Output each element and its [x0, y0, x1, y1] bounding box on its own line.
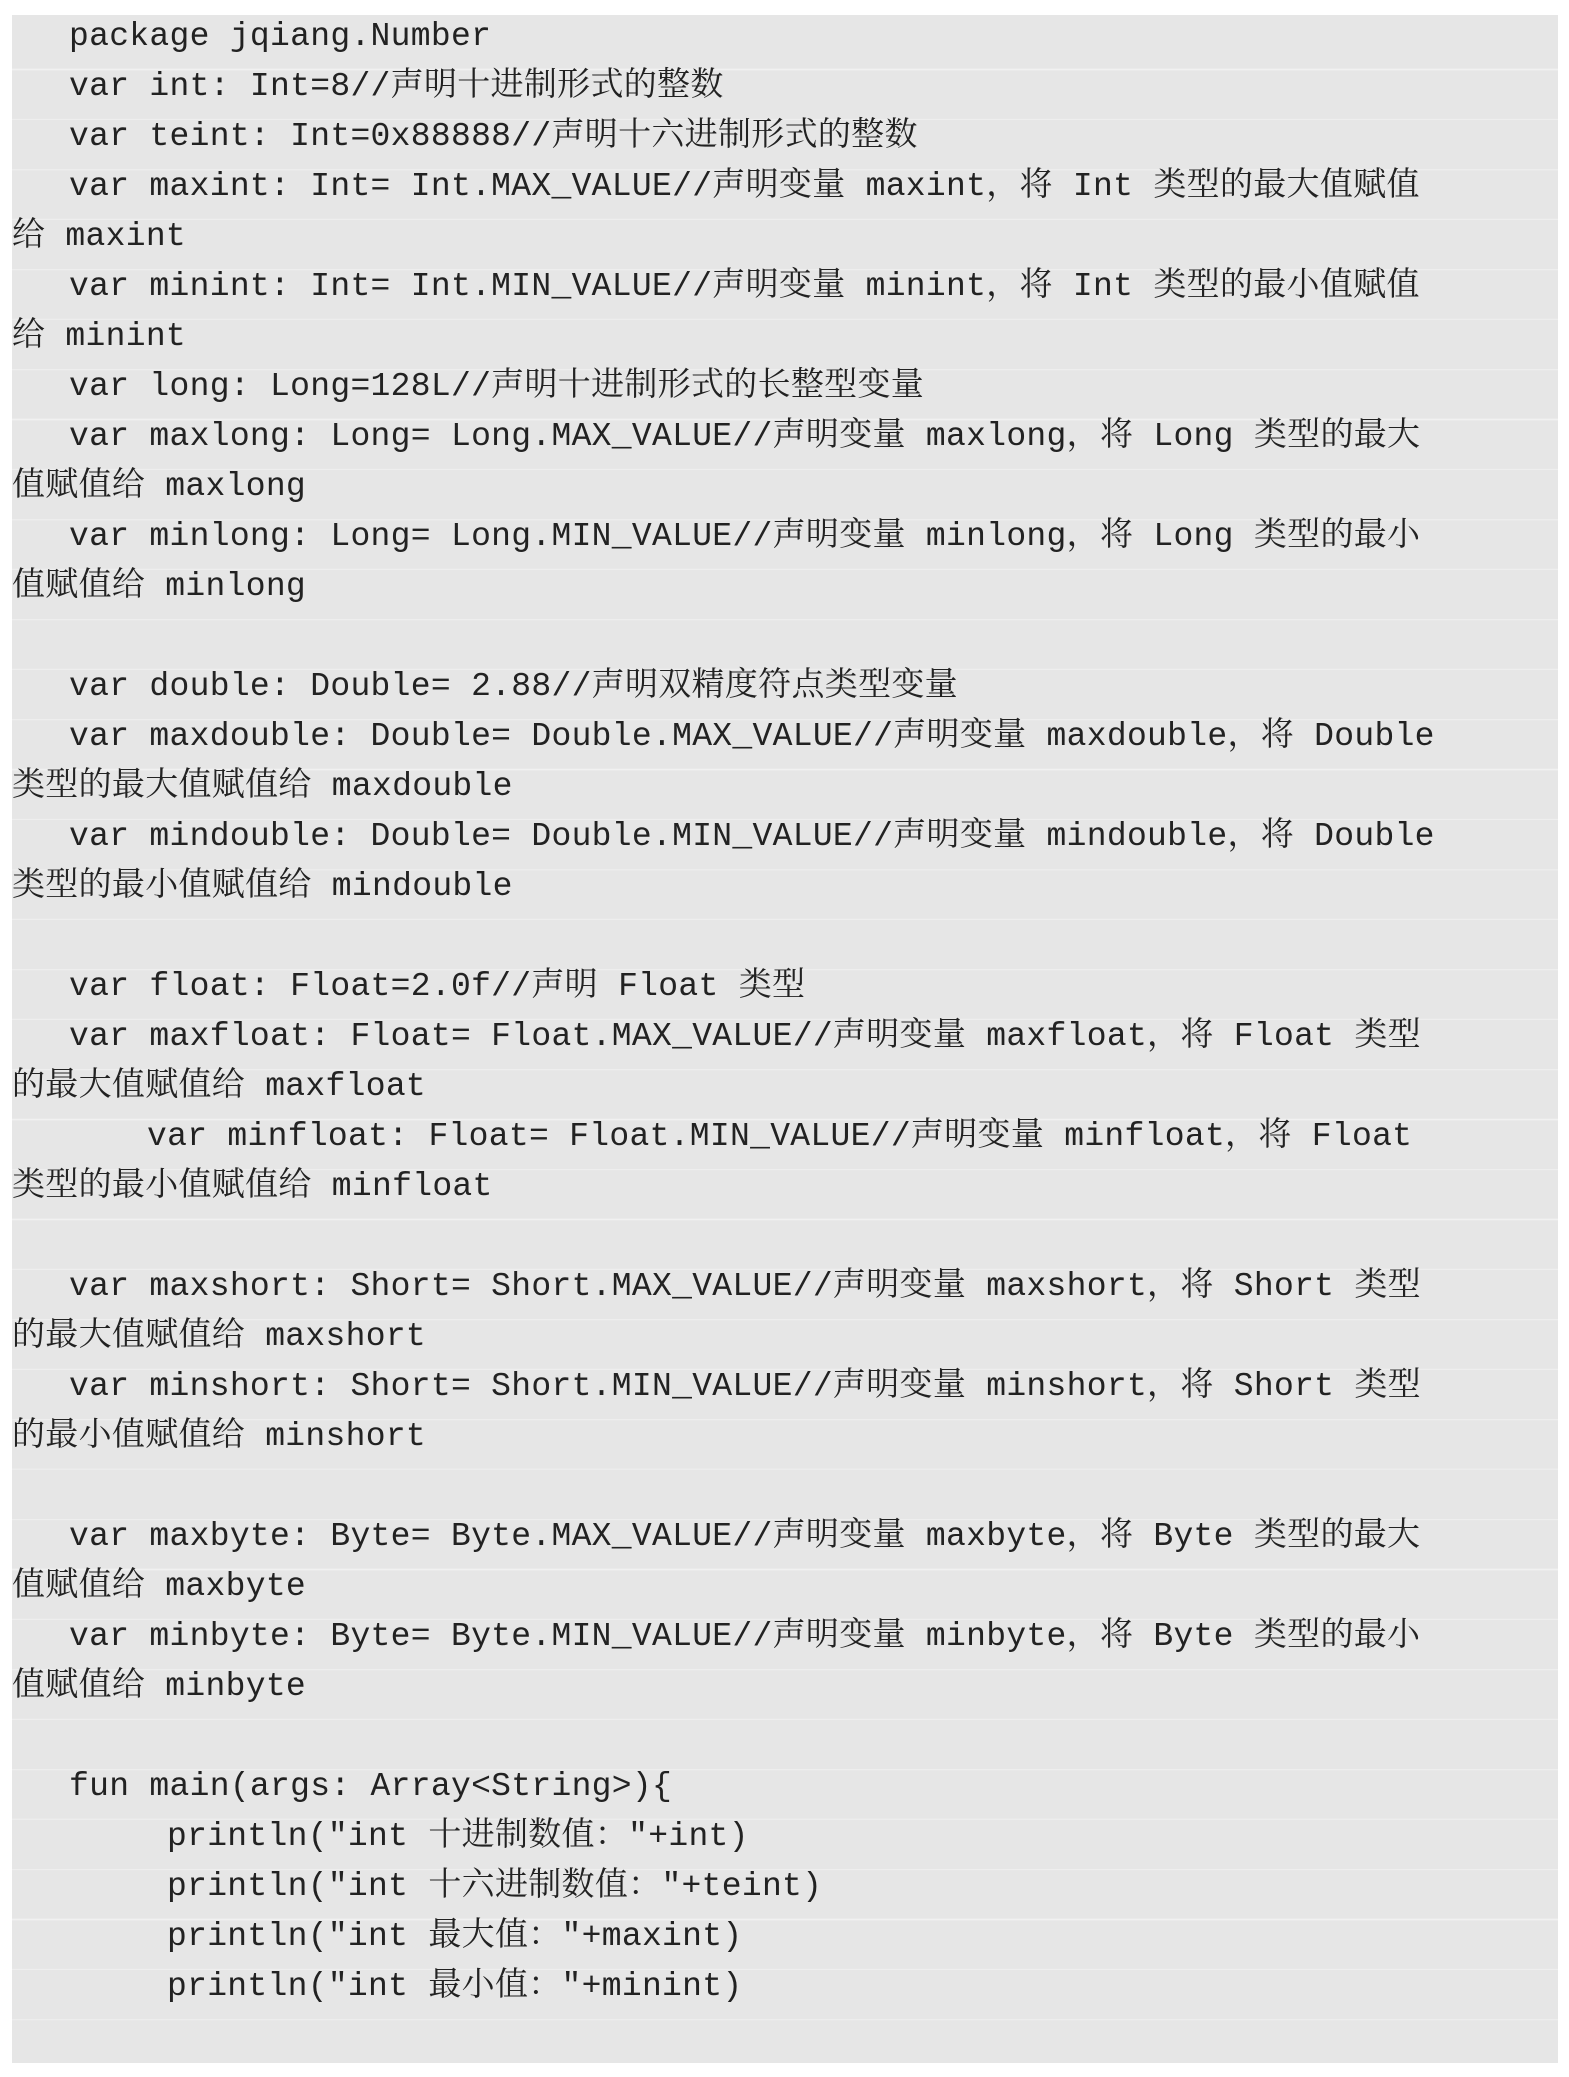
code-line: var minfloat: Float= Float.MIN_VALUE//声明变量 minfloat，将 Float: [147, 1118, 1413, 1155]
code-line: 值赋值给 maxlong: [12, 468, 307, 505]
code-line: var teint: Int=0x88888//声明十六进制形式的整数: [69, 118, 918, 155]
code-line: 值赋值给 maxbyte: [12, 1568, 307, 1605]
code-line: var int: Int=8//声明十进制形式的整数: [69, 68, 724, 105]
code-line: 的最大值赋值给 maxshort: [12, 1318, 427, 1355]
code-listing: [12, 15, 1558, 2063]
code-line: println("int 最大值："+maxint): [167, 1918, 743, 1955]
code-line: 类型的最小值赋值给 minfloat: [12, 1168, 493, 1205]
code-line: package jqiang.Number: [69, 18, 492, 55]
code-line: var maxshort: Short= Short.MAX_VALUE//声明变量 maxshort，将 Short 类型: [69, 1268, 1421, 1305]
code-line: 给 maxint: [12, 218, 187, 255]
code-line: var float: Float=2.0f//声明 Float 类型: [69, 968, 806, 1005]
code-line: var minint: Int= Int.MIN_VALUE//声明变量 minint，将 Int 类型的最小值赋值: [69, 268, 1420, 305]
code-line: println("int 十进制数值："+int): [167, 1818, 749, 1855]
code-line: 值赋值给 minlong: [12, 568, 307, 605]
code-line: var maxint: Int= Int.MAX_VALUE//声明变量 maxint，将 Int 类型的最大值赋值: [69, 168, 1420, 205]
code-line: var maxdouble: Double= Double.MAX_VALUE//声明变量 maxdouble，将 Double: [69, 718, 1435, 755]
code-line: var minbyte: Byte= Byte.MIN_VALUE//声明变量 minbyte，将 Byte 类型的最小: [69, 1618, 1421, 1655]
code-line: 的最大值赋值给 maxfloat: [12, 1068, 427, 1105]
code-line: var maxfloat: Float= Float.MAX_VALUE//声明变量 maxfloat，将 Float 类型: [69, 1018, 1421, 1055]
code-line: 类型的最大值赋值给 maxdouble: [12, 768, 513, 805]
code-line: fun main(args: Array<String>){: [69, 1768, 673, 1805]
code-line: var maxlong: Long= Long.MAX_VALUE//声明变量 maxlong，将 Long 类型的最大: [69, 418, 1421, 455]
code-line: 值赋值给 minbyte: [12, 1668, 307, 1705]
code-line: 的最小值赋值给 minshort: [12, 1418, 427, 1455]
code-line: var minlong: Long= Long.MIN_VALUE//声明变量 minlong，将 Long 类型的最小: [69, 518, 1421, 555]
code-line: 给 minint: [12, 318, 187, 355]
code-line: var long: Long=128L//声明十进制形式的长整型变量: [69, 368, 925, 405]
code-line: println("int 最小值："+minint): [167, 1968, 743, 2005]
code-line: var double: Double= 2.88//声明双精度符点类型变量: [69, 668, 958, 705]
code-line: 类型的最小值赋值给 mindouble: [12, 868, 513, 905]
code-line: var maxbyte: Byte= Byte.MAX_VALUE//声明变量 maxbyte，将 Byte 类型的最大: [69, 1518, 1421, 1555]
code-line: println("int 十六进制数值："+teint): [167, 1868, 823, 1905]
code-line: var mindouble: Double= Double.MIN_VALUE//声明变量 mindouble，将 Double: [69, 818, 1435, 855]
code-line: var minshort: Short= Short.MIN_VALUE//声明变量 minshort，将 Short 类型: [69, 1368, 1421, 1405]
